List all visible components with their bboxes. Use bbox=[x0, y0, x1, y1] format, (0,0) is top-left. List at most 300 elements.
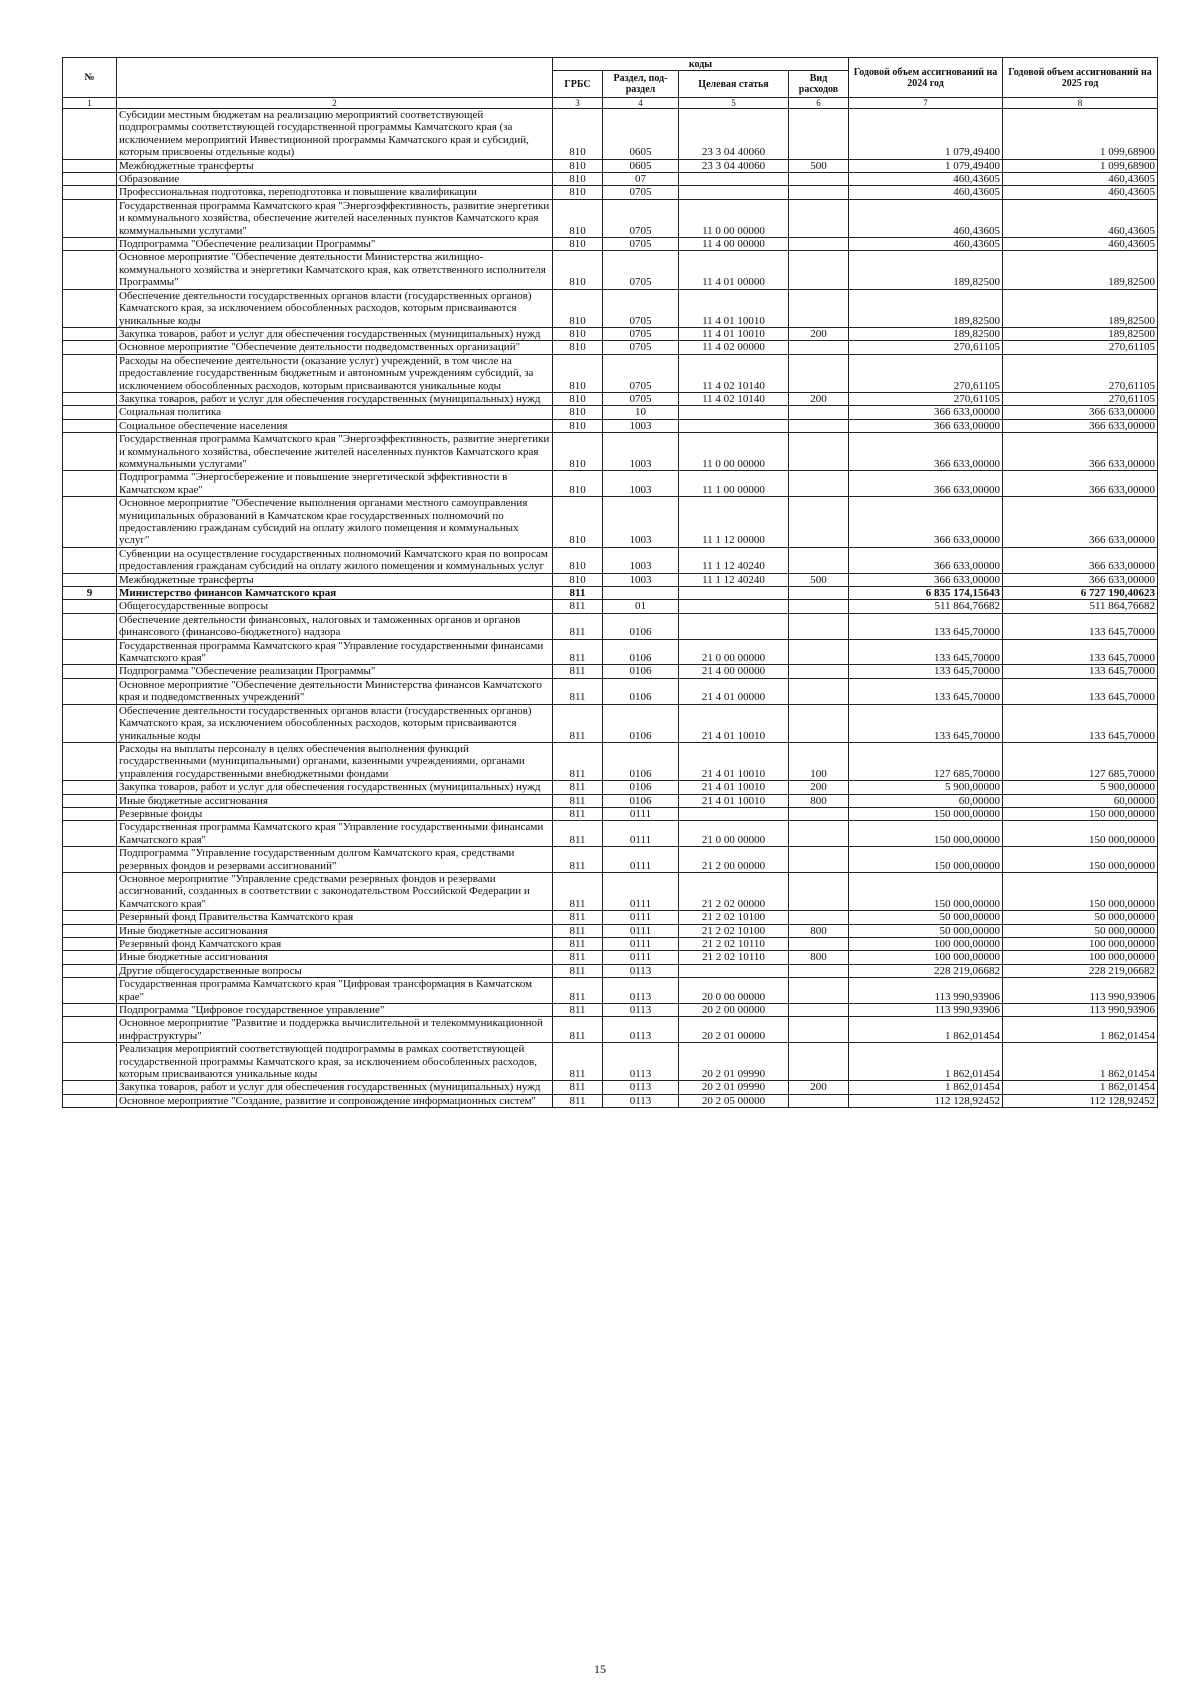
section-cell: 1003 bbox=[603, 433, 679, 471]
amount-2024-cell: 270,61105 bbox=[849, 392, 1003, 405]
row-number-cell bbox=[63, 938, 117, 951]
row-number-cell bbox=[63, 159, 117, 172]
grbs-cell: 810 bbox=[553, 433, 603, 471]
amount-2025-cell: 60,00000 bbox=[1003, 794, 1158, 807]
table-body bbox=[63, 109, 1158, 1108]
amount-2024-cell: 460,43605 bbox=[849, 238, 1003, 251]
expense-type-cell: 500 bbox=[789, 573, 849, 586]
section-cell: 1003 bbox=[603, 497, 679, 548]
grbs-cell: 811 bbox=[553, 704, 603, 742]
grbs-cell: 810 bbox=[553, 471, 603, 497]
target-article-cell: 20 2 05 00000 bbox=[679, 1094, 789, 1107]
table-row bbox=[63, 251, 1158, 289]
amount-2025-cell: 228 219,06682 bbox=[1003, 964, 1158, 977]
row-number-cell bbox=[63, 794, 117, 807]
table-row bbox=[63, 1017, 1158, 1043]
header-2024: Годовой объем ассигнований на 2024 год bbox=[849, 58, 1003, 98]
amount-2024-cell: 5 900,00000 bbox=[849, 781, 1003, 794]
grbs-cell: 811 bbox=[553, 807, 603, 820]
amount-2025-cell: 133 645,70000 bbox=[1003, 678, 1158, 704]
section-cell: 0705 bbox=[603, 238, 679, 251]
table-row bbox=[63, 289, 1158, 327]
section-cell: 0113 bbox=[603, 978, 679, 1004]
amount-2025-cell: 133 645,70000 bbox=[1003, 639, 1158, 665]
row-number-cell bbox=[63, 327, 117, 340]
item-name-cell: Закупка товаров, работ и услуг для обеспечения государственных (муниципальных) нужд bbox=[117, 392, 553, 405]
expense-type-cell bbox=[789, 600, 849, 613]
table-row bbox=[63, 1094, 1158, 1107]
expense-type-cell bbox=[789, 238, 849, 251]
amount-2024-cell: 150 000,00000 bbox=[849, 821, 1003, 847]
row-number-cell bbox=[63, 665, 117, 678]
amount-2024-cell: 460,43605 bbox=[849, 186, 1003, 199]
expense-type-cell bbox=[789, 639, 849, 665]
expense-type-cell bbox=[789, 419, 849, 432]
table-row bbox=[63, 419, 1158, 432]
item-name-cell: Министерство финансов Камчатского края bbox=[117, 587, 553, 600]
section-cell: 0106 bbox=[603, 678, 679, 704]
grbs-cell: 811 bbox=[553, 587, 603, 600]
target-article-cell: 21 2 02 00000 bbox=[679, 872, 789, 910]
item-name-cell: Общегосударственные вопросы bbox=[117, 600, 553, 613]
header-name bbox=[117, 58, 553, 98]
amount-2025-cell: 50 000,00000 bbox=[1003, 911, 1158, 924]
amount-2025-cell: 113 990,93906 bbox=[1003, 1004, 1158, 1017]
amount-2025-cell: 100 000,00000 bbox=[1003, 951, 1158, 964]
item-name-cell: Закупка товаров, работ и услуг для обеспечения государственных (муниципальных) нужд bbox=[117, 327, 553, 340]
item-name-cell: Профессиональная подготовка, переподготовка и повышение квалификации bbox=[117, 186, 553, 199]
item-name-cell: Расходы на выплаты персоналу в целях обеспечения выполнения функций государственными (муниципальными) органами, казенными учреждениями, органами управления государственными внебюджетными фондами bbox=[117, 742, 553, 780]
section-cell: 0113 bbox=[603, 1043, 679, 1081]
row-number-cell bbox=[63, 847, 117, 873]
grbs-cell: 810 bbox=[553, 109, 603, 160]
row-number-cell bbox=[63, 678, 117, 704]
target-article-cell: 21 4 00 00000 bbox=[679, 665, 789, 678]
item-name-cell: Подпрограмма "Управление государственным долгом Камчатского края, средствами резервных фондов и резервами ассигнований" bbox=[117, 847, 553, 873]
grbs-cell: 811 bbox=[553, 821, 603, 847]
item-name-cell: Субсидии местным бюджетам на реализацию мероприятий соответствующей подпрограммы соответствующей государственной программы Камчатского края (за исключением мероприятий Инвестиционной программы Камчатского края и субсидий, которым присвоены отдельные коды) bbox=[117, 109, 553, 160]
header-target: Целевая статья bbox=[679, 71, 789, 98]
row-number-cell bbox=[63, 354, 117, 392]
section-cell: 0705 bbox=[603, 199, 679, 237]
table-row bbox=[63, 872, 1158, 910]
item-name-cell: Основное мероприятие "Обеспечение деятельности Министерства финансов Камчатского края и подведомственных учреждений" bbox=[117, 678, 553, 704]
amount-2024-cell: 460,43605 bbox=[849, 199, 1003, 237]
grbs-cell: 810 bbox=[553, 238, 603, 251]
row-number-cell bbox=[63, 1043, 117, 1081]
table-row bbox=[63, 547, 1158, 573]
target-article-cell: 11 0 00 00000 bbox=[679, 433, 789, 471]
budget-table bbox=[62, 57, 1158, 1108]
item-name-cell: Основное мероприятие "Создание, развитие и сопровождение информационных систем" bbox=[117, 1094, 553, 1107]
amount-2024-cell: 189,82500 bbox=[849, 327, 1003, 340]
item-name-cell: Основное мероприятие "Обеспечение деятельности подведомственных организаций" bbox=[117, 341, 553, 354]
grbs-cell: 811 bbox=[553, 678, 603, 704]
grbs-cell: 811 bbox=[553, 872, 603, 910]
target-article-cell: 21 4 01 10010 bbox=[679, 704, 789, 742]
table-row bbox=[63, 924, 1158, 937]
table-row bbox=[63, 794, 1158, 807]
target-article-cell bbox=[679, 964, 789, 977]
section-cell: 1003 bbox=[603, 471, 679, 497]
amount-2025-cell: 366 633,00000 bbox=[1003, 419, 1158, 432]
amount-2024-cell: 1 862,01454 bbox=[849, 1017, 1003, 1043]
grbs-cell: 810 bbox=[553, 354, 603, 392]
expense-type-cell bbox=[789, 1004, 849, 1017]
expense-type-cell bbox=[789, 354, 849, 392]
amount-2024-cell: 100 000,00000 bbox=[849, 951, 1003, 964]
row-number-cell bbox=[63, 199, 117, 237]
expense-type-cell bbox=[789, 587, 849, 600]
section-cell: 0705 bbox=[603, 392, 679, 405]
grbs-cell: 811 bbox=[553, 639, 603, 665]
item-name-cell: Государственная программа Камчатского края "Управление государственными финансами Камчатского края" bbox=[117, 639, 553, 665]
section-cell: 1003 bbox=[603, 419, 679, 432]
target-article-cell: 20 2 00 00000 bbox=[679, 1004, 789, 1017]
section-cell: 1003 bbox=[603, 573, 679, 586]
expense-type-cell bbox=[789, 471, 849, 497]
expense-type-cell: 200 bbox=[789, 1081, 849, 1094]
table-row bbox=[63, 354, 1158, 392]
row-number-cell bbox=[63, 978, 117, 1004]
amount-2025-cell: 189,82500 bbox=[1003, 289, 1158, 327]
amount-2024-cell: 133 645,70000 bbox=[849, 704, 1003, 742]
table-row bbox=[63, 238, 1158, 251]
amount-2025-cell: 5 900,00000 bbox=[1003, 781, 1158, 794]
row-number-cell bbox=[63, 186, 117, 199]
expense-type-cell bbox=[789, 109, 849, 160]
table-row bbox=[63, 704, 1158, 742]
row-number-cell bbox=[63, 419, 117, 432]
target-article-cell bbox=[679, 173, 789, 186]
row-number-cell bbox=[63, 600, 117, 613]
section-cell: 0705 bbox=[603, 354, 679, 392]
item-name-cell: Подпрограмма "Цифровое государственное управление" bbox=[117, 1004, 553, 1017]
target-article-cell: 21 4 01 10010 bbox=[679, 794, 789, 807]
row-number-cell bbox=[63, 1004, 117, 1017]
table-row bbox=[63, 807, 1158, 820]
row-number-cell bbox=[63, 497, 117, 548]
section-cell: 0705 bbox=[603, 251, 679, 289]
table-row bbox=[63, 978, 1158, 1004]
target-article-cell: 21 0 00 00000 bbox=[679, 821, 789, 847]
expense-type-cell bbox=[789, 251, 849, 289]
amount-2025-cell: 460,43605 bbox=[1003, 199, 1158, 237]
table-row bbox=[63, 781, 1158, 794]
item-name-cell: Закупка товаров, работ и услуг для обеспечения государственных (муниципальных) нужд bbox=[117, 781, 553, 794]
budget-sheet bbox=[62, 57, 1157, 1108]
amount-2024-cell: 270,61105 bbox=[849, 354, 1003, 392]
target-article-cell bbox=[679, 587, 789, 600]
target-article-cell: 11 4 01 00000 bbox=[679, 251, 789, 289]
amount-2025-cell: 366 633,00000 bbox=[1003, 573, 1158, 586]
row-number-cell bbox=[63, 807, 117, 820]
row-number-cell bbox=[63, 109, 117, 160]
table-row bbox=[63, 1043, 1158, 1081]
amount-2025-cell: 133 645,70000 bbox=[1003, 665, 1158, 678]
amount-2024-cell: 100 000,00000 bbox=[849, 938, 1003, 951]
target-article-cell: 11 4 00 00000 bbox=[679, 238, 789, 251]
amount-2024-cell: 113 990,93906 bbox=[849, 978, 1003, 1004]
amount-2025-cell: 150 000,00000 bbox=[1003, 807, 1158, 820]
expense-type-cell bbox=[789, 406, 849, 419]
target-article-cell: 21 2 02 10110 bbox=[679, 951, 789, 964]
amount-2025-cell: 270,61105 bbox=[1003, 341, 1158, 354]
grbs-cell: 811 bbox=[553, 1043, 603, 1081]
grbs-cell: 810 bbox=[553, 199, 603, 237]
section-cell: 0111 bbox=[603, 924, 679, 937]
table-row bbox=[63, 600, 1158, 613]
amount-2025-cell: 150 000,00000 bbox=[1003, 872, 1158, 910]
table-row bbox=[63, 497, 1158, 548]
section-cell: 0705 bbox=[603, 327, 679, 340]
item-name-cell: Резервный фонд Правительства Камчатского края bbox=[117, 911, 553, 924]
item-name-cell: Иные бюджетные ассигнования bbox=[117, 924, 553, 937]
amount-2025-cell: 1 862,01454 bbox=[1003, 1081, 1158, 1094]
amount-2025-cell: 366 633,00000 bbox=[1003, 471, 1158, 497]
row-number-cell bbox=[63, 392, 117, 405]
amount-2024-cell: 366 633,00000 bbox=[849, 406, 1003, 419]
grbs-cell: 811 bbox=[553, 951, 603, 964]
amount-2025-cell: 366 633,00000 bbox=[1003, 406, 1158, 419]
expense-type-cell bbox=[789, 1094, 849, 1107]
target-article-cell bbox=[679, 613, 789, 639]
amount-2024-cell: 133 645,70000 bbox=[849, 639, 1003, 665]
section-cell: 0111 bbox=[603, 847, 679, 873]
item-name-cell: Основное мероприятие "Обеспечение деятельности Министерства жилищно-коммунального хозяйства и энергетики Камчатского края, как ответственного исполнителя Программы" bbox=[117, 251, 553, 289]
grbs-cell: 810 bbox=[553, 186, 603, 199]
amount-2024-cell: 150 000,00000 bbox=[849, 847, 1003, 873]
amount-2024-cell: 150 000,00000 bbox=[849, 872, 1003, 910]
amount-2025-cell: 1 099,68900 bbox=[1003, 109, 1158, 160]
row-number-cell bbox=[63, 704, 117, 742]
expense-type-cell bbox=[789, 341, 849, 354]
amount-2024-cell: 228 219,06682 bbox=[849, 964, 1003, 977]
section-cell: 0106 bbox=[603, 613, 679, 639]
index-cell: 8 bbox=[1003, 98, 1158, 109]
target-article-cell: 20 2 01 09990 bbox=[679, 1043, 789, 1081]
expense-type-cell bbox=[789, 173, 849, 186]
target-article-cell: 11 0 00 00000 bbox=[679, 199, 789, 237]
table-row bbox=[63, 964, 1158, 977]
amount-2024-cell: 366 633,00000 bbox=[849, 573, 1003, 586]
amount-2025-cell: 133 645,70000 bbox=[1003, 613, 1158, 639]
amount-2024-cell: 366 633,00000 bbox=[849, 547, 1003, 573]
section-cell: 07 bbox=[603, 173, 679, 186]
expense-type-cell bbox=[789, 847, 849, 873]
section-cell: 0106 bbox=[603, 794, 679, 807]
target-article-cell: 20 2 01 00000 bbox=[679, 1017, 789, 1043]
item-name-cell: Обеспечение деятельности государственных органов власти (государственных органов) Камчатского края, за исключением обособленных расходов, которым присваиваются уникальные коды bbox=[117, 704, 553, 742]
row-number-cell bbox=[63, 964, 117, 977]
amount-2025-cell: 189,82500 bbox=[1003, 251, 1158, 289]
target-article-cell: 11 4 02 10140 bbox=[679, 354, 789, 392]
row-number-cell bbox=[63, 238, 117, 251]
amount-2024-cell: 270,61105 bbox=[849, 341, 1003, 354]
item-name-cell: Другие общегосударственные вопросы bbox=[117, 964, 553, 977]
section-cell: 1003 bbox=[603, 547, 679, 573]
table-row bbox=[63, 186, 1158, 199]
row-number-cell bbox=[63, 341, 117, 354]
section-cell: 0111 bbox=[603, 807, 679, 820]
amount-2024-cell: 6 835 174,15643 bbox=[849, 587, 1003, 600]
grbs-cell: 811 bbox=[553, 794, 603, 807]
target-article-cell: 23 3 04 40060 bbox=[679, 159, 789, 172]
row-number-cell bbox=[63, 547, 117, 573]
table-row bbox=[63, 951, 1158, 964]
table-row bbox=[63, 433, 1158, 471]
grbs-cell: 811 bbox=[553, 1017, 603, 1043]
table-row bbox=[63, 639, 1158, 665]
amount-2024-cell: 150 000,00000 bbox=[849, 807, 1003, 820]
grbs-cell: 811 bbox=[553, 978, 603, 1004]
item-name-cell: Межбюджетные трансферты bbox=[117, 159, 553, 172]
table-row bbox=[63, 159, 1158, 172]
grbs-cell: 811 bbox=[553, 613, 603, 639]
section-cell: 0113 bbox=[603, 1004, 679, 1017]
section-cell bbox=[603, 587, 679, 600]
table-row bbox=[63, 327, 1158, 340]
row-number-cell bbox=[63, 406, 117, 419]
expense-type-cell bbox=[789, 497, 849, 548]
expense-type-cell bbox=[789, 872, 849, 910]
table-row bbox=[63, 587, 1158, 600]
grbs-cell: 811 bbox=[553, 1094, 603, 1107]
expense-type-cell: 800 bbox=[789, 794, 849, 807]
amount-2025-cell: 6 727 190,40623 bbox=[1003, 587, 1158, 600]
amount-2024-cell: 133 645,70000 bbox=[849, 665, 1003, 678]
target-article-cell: 21 4 01 00000 bbox=[679, 678, 789, 704]
grbs-cell: 810 bbox=[553, 289, 603, 327]
expense-type-cell bbox=[789, 199, 849, 237]
grbs-cell: 810 bbox=[553, 547, 603, 573]
row-number-cell bbox=[63, 924, 117, 937]
item-name-cell: Подпрограмма "Обеспечение реализации Программы" bbox=[117, 238, 553, 251]
expense-type-cell bbox=[789, 978, 849, 1004]
expense-type-cell bbox=[789, 665, 849, 678]
section-cell: 0106 bbox=[603, 781, 679, 794]
row-number-cell bbox=[63, 289, 117, 327]
amount-2024-cell: 50 000,00000 bbox=[849, 924, 1003, 937]
section-cell: 0705 bbox=[603, 341, 679, 354]
table-row bbox=[63, 938, 1158, 951]
index-cell: 6 bbox=[789, 98, 849, 109]
expense-type-cell bbox=[789, 613, 849, 639]
item-name-cell: Закупка товаров, работ и услуг для обеспечения государственных (муниципальных) нужд bbox=[117, 1081, 553, 1094]
index-cell: 1 bbox=[63, 98, 117, 109]
section-cell: 0111 bbox=[603, 951, 679, 964]
row-number-cell bbox=[63, 781, 117, 794]
amount-2024-cell: 366 633,00000 bbox=[849, 497, 1003, 548]
grbs-cell: 810 bbox=[553, 392, 603, 405]
section-cell: 0111 bbox=[603, 821, 679, 847]
item-name-cell: Субвенции на осуществление государственных полномочий Камчатского края по вопросам предоставления гражданам субсидий на оплату жилого помещения и коммунальных услуг bbox=[117, 547, 553, 573]
amount-2024-cell: 113 990,93906 bbox=[849, 1004, 1003, 1017]
target-article-cell: 21 2 02 10100 bbox=[679, 911, 789, 924]
target-article-cell: 21 2 02 10100 bbox=[679, 924, 789, 937]
expense-type-cell: 500 bbox=[789, 159, 849, 172]
table-row bbox=[63, 665, 1158, 678]
amount-2025-cell: 366 633,00000 bbox=[1003, 433, 1158, 471]
amount-2025-cell: 460,43605 bbox=[1003, 173, 1158, 186]
amount-2025-cell: 189,82500 bbox=[1003, 327, 1158, 340]
header-index-row bbox=[63, 98, 1158, 109]
item-name-cell: Обеспечение деятельности финансовых, налоговых и таможенных органов и органов финансового (финансово-бюджетного) надзора bbox=[117, 613, 553, 639]
expense-type-cell bbox=[789, 1017, 849, 1043]
expense-type-cell bbox=[789, 704, 849, 742]
header-section: Раздел, под-раздел bbox=[603, 71, 679, 98]
section-cell: 10 bbox=[603, 406, 679, 419]
expense-type-cell: 800 bbox=[789, 951, 849, 964]
amount-2025-cell: 112 128,92452 bbox=[1003, 1094, 1158, 1107]
table-row bbox=[63, 742, 1158, 780]
section-cell: 0106 bbox=[603, 704, 679, 742]
item-name-cell: Государственная программа Камчатского края "Энергоэффективность, развитие энергетики и коммунального хозяйства, обеспечение жителей населенных пунктов Камчатского края коммунальными услугами" bbox=[117, 199, 553, 237]
item-name-cell: Иные бюджетные ассигнования bbox=[117, 951, 553, 964]
table-row bbox=[63, 109, 1158, 160]
item-name-cell: Образование bbox=[117, 173, 553, 186]
item-name-cell: Обеспечение деятельности государственных органов власти (государственных органов) Камчатского края, за исключением обособленных расходов, которым присваиваются уникальные коды bbox=[117, 289, 553, 327]
amount-2025-cell: 127 685,70000 bbox=[1003, 742, 1158, 780]
target-article-cell: 21 4 01 10010 bbox=[679, 742, 789, 780]
amount-2024-cell: 366 633,00000 bbox=[849, 471, 1003, 497]
row-number-cell bbox=[63, 1017, 117, 1043]
grbs-cell: 811 bbox=[553, 924, 603, 937]
amount-2025-cell: 113 990,93906 bbox=[1003, 978, 1158, 1004]
target-article-cell: 23 3 04 40060 bbox=[679, 109, 789, 160]
amount-2025-cell: 133 645,70000 bbox=[1003, 704, 1158, 742]
grbs-cell: 811 bbox=[553, 964, 603, 977]
target-article-cell bbox=[679, 186, 789, 199]
table-header bbox=[63, 58, 1158, 109]
row-number-cell bbox=[63, 173, 117, 186]
table-row bbox=[63, 573, 1158, 586]
section-cell: 0106 bbox=[603, 665, 679, 678]
row-number-cell bbox=[63, 911, 117, 924]
amount-2025-cell: 150 000,00000 bbox=[1003, 821, 1158, 847]
amount-2024-cell: 189,82500 bbox=[849, 289, 1003, 327]
grbs-cell: 811 bbox=[553, 665, 603, 678]
item-name-cell: Межбюджетные трансферты bbox=[117, 573, 553, 586]
amount-2025-cell: 511 864,76682 bbox=[1003, 600, 1158, 613]
header-num: № bbox=[63, 58, 117, 98]
target-article-cell: 11 4 01 10010 bbox=[679, 327, 789, 340]
grbs-cell: 810 bbox=[553, 251, 603, 289]
target-article-cell bbox=[679, 406, 789, 419]
index-cell: 4 bbox=[603, 98, 679, 109]
amount-2025-cell: 270,61105 bbox=[1003, 392, 1158, 405]
target-article-cell bbox=[679, 807, 789, 820]
row-number-cell bbox=[63, 433, 117, 471]
target-article-cell: 21 0 00 00000 bbox=[679, 639, 789, 665]
amount-2024-cell: 1 079,49400 bbox=[849, 109, 1003, 160]
header-exp-type: Вид расходов bbox=[789, 71, 849, 98]
expense-type-cell bbox=[789, 678, 849, 704]
expense-type-cell bbox=[789, 289, 849, 327]
target-article-cell bbox=[679, 419, 789, 432]
amount-2024-cell: 60,00000 bbox=[849, 794, 1003, 807]
target-article-cell: 11 4 02 00000 bbox=[679, 341, 789, 354]
amount-2024-cell: 1 079,49400 bbox=[849, 159, 1003, 172]
table-row bbox=[63, 911, 1158, 924]
expense-type-cell bbox=[789, 547, 849, 573]
item-name-cell: Подпрограмма "Обеспечение реализации Программы" bbox=[117, 665, 553, 678]
amount-2025-cell: 1 862,01454 bbox=[1003, 1043, 1158, 1081]
section-cell: 0605 bbox=[603, 159, 679, 172]
expense-type-cell: 100 bbox=[789, 742, 849, 780]
table-row bbox=[63, 1081, 1158, 1094]
expense-type-cell: 200 bbox=[789, 327, 849, 340]
